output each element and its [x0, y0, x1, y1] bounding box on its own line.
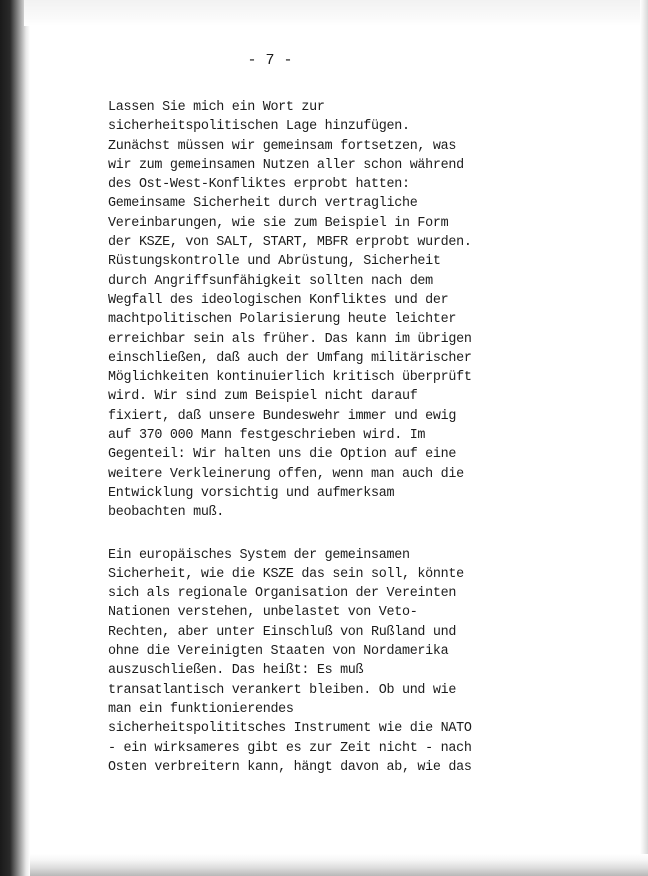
text-line: einschließen, daß auch der Umfang militärischer: [108, 350, 472, 366]
paragraph-european-security-system: [108, 546, 608, 778]
text-line: fixiert, daß unsere Bundeswehr immer und ewig: [108, 408, 457, 424]
text-line: Rechten, aber unter Einschluß von Rußland und: [108, 624, 457, 640]
scan-edge-top: [24, 0, 648, 26]
text-line: Osten verbreitern kann, hängt davon ab, wie das: [108, 759, 472, 775]
text-line: der KSZE, von SALT, START, MBFR erprobt wurden.: [108, 235, 472, 251]
text-line: beobachten muß.: [108, 505, 225, 521]
scan-edge-bottom: [30, 854, 648, 876]
text-line: auszuschließen. Das heißt: Es muß: [108, 663, 364, 679]
text-line: Möglichkeiten kontinuierlich kritisch überprüft: [108, 370, 472, 386]
text-line: wir zum gemeinsamen Nutzen aller schon während: [108, 157, 464, 173]
text-line: wird. Wir sind zum Beispiel nicht darauf: [108, 389, 418, 405]
paragraph-security-policy: [108, 98, 608, 523]
text-line: Lassen Sie mich ein Wort zur: [108, 100, 325, 115]
text-line: auf 370 000 Mann festgeschrieben wird. Im: [108, 428, 426, 444]
text-line: Nationen verstehen, unbelastet von Veto-: [108, 605, 418, 621]
text-line: Gegenteil: Wir halten uns die Option auf eine: [108, 447, 457, 463]
scan-edge-right: [640, 0, 648, 876]
text-line: Zunächst müssen wir gemeinsam fortsetzen, was: [108, 138, 457, 154]
text-line: Gemeinsame Sicherheit durch vertragliche: [108, 196, 418, 212]
text-line: transatlantisch verankert bleiben. Ob und wie: [108, 682, 457, 698]
text-line: Ein europäisches System der gemeinsamen: [108, 547, 410, 563]
text-line: des Ost-West-Konfliktes erprobt hatten:: [108, 177, 410, 193]
text-line: Entwicklung vorsichtig und aufmerksam: [108, 485, 395, 501]
text-line: ohne die Vereinigten Staaten von Nordamerika: [108, 644, 449, 660]
text-line: Vereinbarungen, wie sie zum Beispiel in Form: [108, 215, 449, 231]
text-line: durch Angriffsunfähigkeit sollten nach dem: [108, 273, 433, 289]
text-line: Wegfall des ideologischen Konfliktes und der: [108, 292, 449, 308]
document-body: [108, 98, 608, 777]
text-line: sicherheitspolitischen Lage hinzufügen.: [108, 119, 410, 135]
text-line: weitere Verkleinerung offen, wenn man auch die: [108, 466, 464, 482]
scan-edge-left: [0, 0, 30, 876]
text-line: Sicherheit, wie die KSZE das sein soll, könnte: [108, 566, 464, 582]
text-line: sicherheitspolititsches Instrument wie die NATO: [108, 721, 472, 737]
text-line: man ein funktionierendes: [108, 701, 294, 717]
page-number: - 7 -: [247, 52, 293, 69]
text-line: sich als regionale Organisation der Vereinten: [108, 586, 457, 602]
text-line: - ein wirksameres gibt es zur Zeit nicht - nach: [108, 740, 472, 756]
text-line: machtpolitischen Polarisierung heute leichter: [108, 312, 457, 328]
text-line: erreichbar sein als früher. Das kann im übrigen: [108, 331, 472, 347]
text-line: Rüstungskontrolle und Abrüstung, Sicherheit: [108, 254, 441, 270]
